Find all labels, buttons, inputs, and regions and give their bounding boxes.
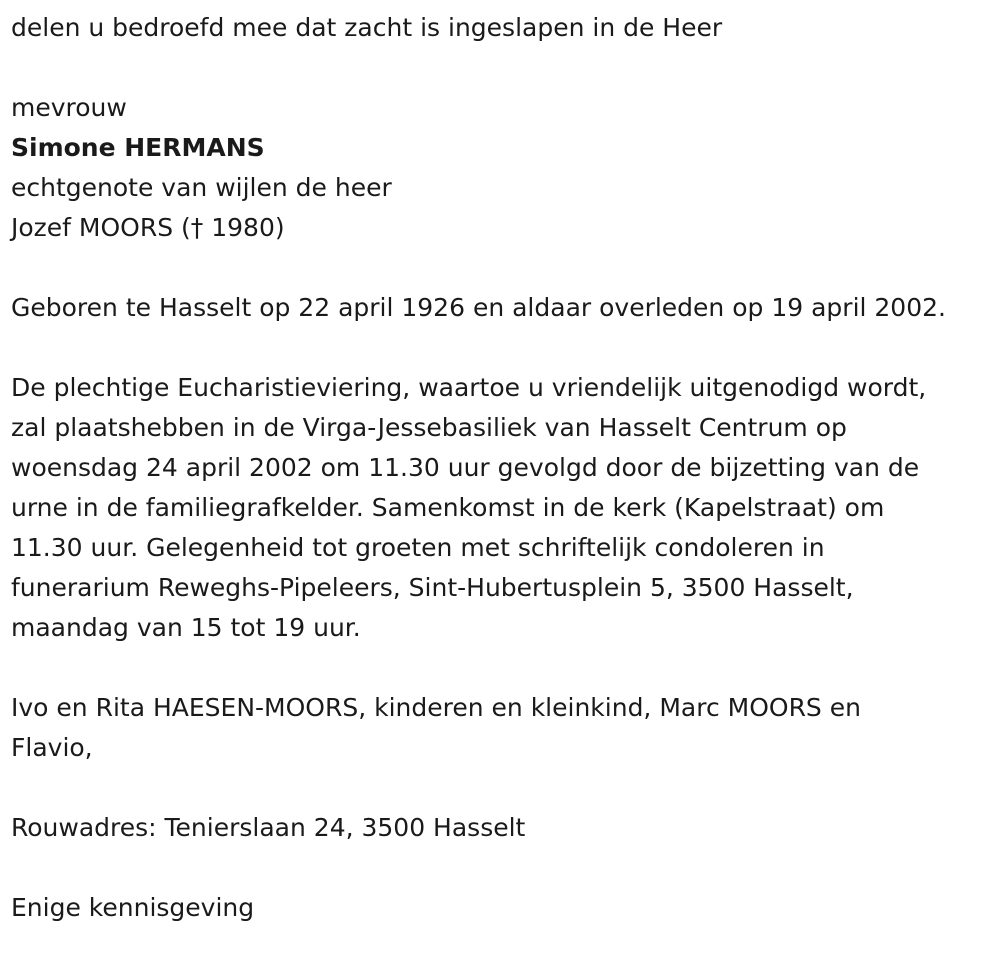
spacer <box>11 248 1000 288</box>
ceremony-line: 11.30 uur. Gelegenheid tot groeten met schriftelijk condoleren in <box>11 533 825 562</box>
birth-death-text: Geboren te Hasselt op 22 april 1926 en aldaar overleden op 19 april 2002. <box>11 293 946 322</box>
ceremony-line: De plechtige Eucharistieviering, waartoe u vriendelijk uitgenodigd wordt, <box>11 373 927 402</box>
spacer <box>11 48 1000 88</box>
spacer <box>11 768 1000 808</box>
family-paragraph <box>11 688 1000 768</box>
intro-text: delen u bedroefd mee dat zacht is ingeslapen in de Heer <box>11 13 723 42</box>
spacer <box>11 848 1000 888</box>
ceremony-paragraph <box>11 368 1000 648</box>
spacer <box>11 648 1000 688</box>
ceremony-line: woensdag 24 april 2002 om 11.30 uur gevolgd door de bijzetting van de <box>11 453 920 482</box>
ceremony-line: maandag van 15 tot 19 uur. <box>11 613 361 642</box>
family-line: Flavio, <box>11 733 93 762</box>
ceremony-line: funerarium Reweghs-Pipeleers, Sint-Hubertusplein 5, 3500 Hasselt, <box>11 573 854 602</box>
family-line: Ivo en Rita HAESEN-MOORS, kinderen en kleinkind, Marc MOORS en <box>11 693 861 722</box>
salutation: mevrouw <box>11 93 127 122</box>
ceremony-line: urne in de familiegrafkelder. Samenkomst in de kerk (Kapelstraat) om <box>11 493 885 522</box>
relation-text: echtgenote van wijlen de heer <box>11 173 392 202</box>
deceased-name: Simone HERMANS <box>11 133 265 162</box>
ceremony-line: zal plaatshebben in de Virga-Jessebasiliek van Hasselt Centrum op <box>11 413 847 442</box>
closing-text: Enige kennisgeving <box>11 893 255 922</box>
spouse-name: Jozef MOORS († 1980) <box>11 213 285 242</box>
mourning-address: Rouwadres: Tenierslaan 24, 3500 Hasselt <box>11 813 526 842</box>
spacer <box>11 328 1000 368</box>
